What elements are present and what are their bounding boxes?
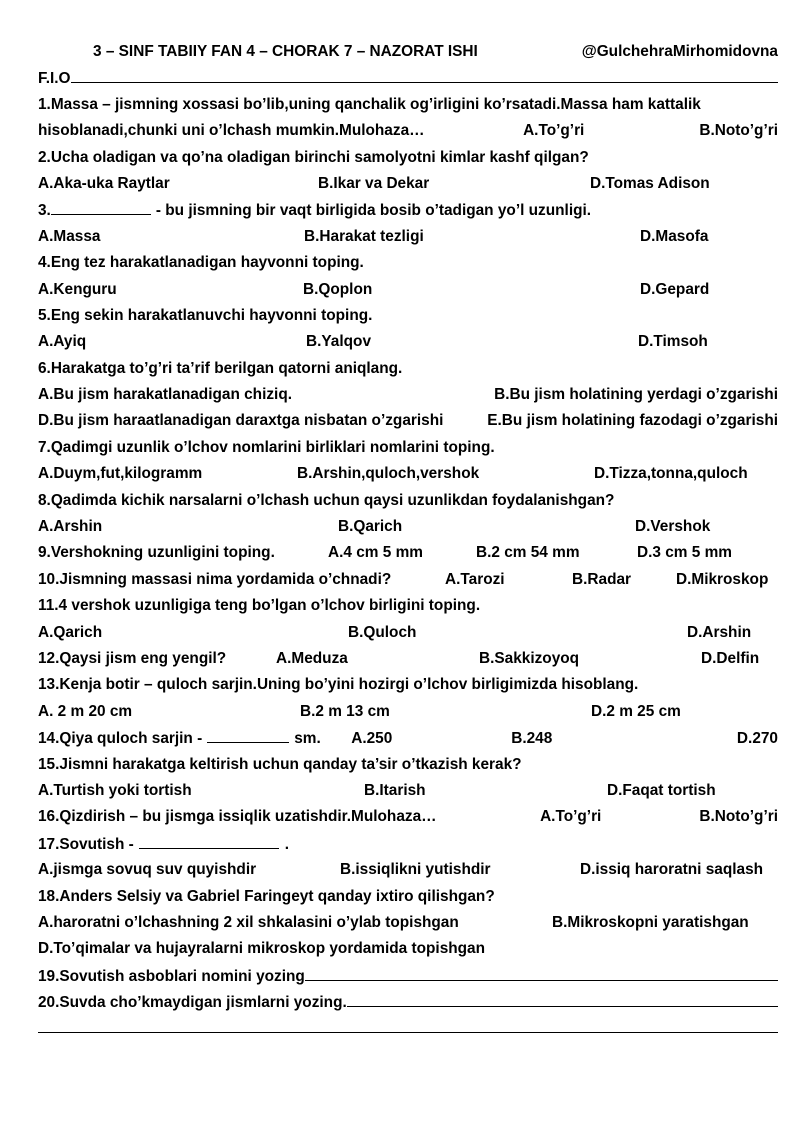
question-text: 18.Anders Selsiy va Gabriel Faringeyt qanday ixtiro qilishgan? (38, 887, 495, 905)
question-text: 20.Suvda cho’kmaydigan jismlarni yozing. (38, 994, 347, 1012)
option-a[interactable]: A.Massa (38, 227, 101, 245)
option-e[interactable]: E.Bu jism holatining fazodagi o’zgarishi (487, 412, 778, 430)
question-2-options (38, 171, 778, 197)
option-b[interactable]: B.2 cm 54 mm (476, 544, 580, 562)
sentence-end: . (284, 835, 290, 853)
question-11-options (38, 620, 778, 646)
question-text: 8.Qadimda kichik narsalarni o’lchash uchun qaysi uzunlikdan foydalanishgan? (38, 491, 615, 509)
option-a[interactable]: A.To’g’ri (523, 122, 585, 140)
option-d[interactable]: D.To’qimalar va hujayralarni mikroskop yordamida topishgan (38, 940, 486, 958)
question-text: hisoblanadi,chunki uni o’lchash mumkin.Mulohaza… (38, 122, 425, 140)
option-b[interactable]: B.Bu jism holatining yerdagi o’zgarishi (494, 386, 778, 404)
question-4 (38, 250, 778, 276)
question-text: 2.Ucha oladigan va qo’na oladigan birinchi samolyotni kimlar kashf qilgan? (38, 148, 589, 166)
question-12 (38, 646, 778, 672)
question-text: 13.Kenja botir – quloch sarjin.Uning bo’yini hozirgi o’lchov birligimizda hisoblang. (38, 676, 639, 694)
question-20-extra-line (38, 1015, 778, 1041)
option-a[interactable]: A.Turtish yoki tortish (38, 781, 192, 799)
question-1 (38, 92, 778, 118)
option-b[interactable]: B.248 (511, 730, 553, 748)
option-b[interactable]: B.Arshin,quloch,vershok (297, 465, 480, 483)
unit-label: sm. (294, 730, 321, 748)
option-a[interactable]: A.Tarozi (445, 570, 505, 588)
author-handle: @GulchehraMirhomidovna (581, 43, 778, 60)
question-17-options (38, 857, 778, 883)
answer-line[interactable] (38, 1015, 778, 1033)
option-a[interactable]: A.haroratni o’lchashning 2 xil shkalasini o’ylab topishgan (38, 913, 459, 931)
option-b[interactable]: B.2 m 13 cm (300, 702, 390, 720)
question-3 (38, 197, 778, 223)
answer-blank[interactable] (207, 725, 289, 743)
option-d[interactable]: D.Vershok (635, 518, 711, 536)
question-text: 7.Qadimgi uzunlik o’lchov nomlarini birliklari nomlarini toping. (38, 438, 495, 456)
option-b[interactable]: B.Noto’g’ri (699, 808, 778, 826)
question-number: 3. (38, 202, 51, 220)
option-a[interactable]: A. 2 m 20 cm (38, 702, 133, 720)
question-text: 17.Sovutish - (38, 835, 134, 853)
question-13-options (38, 699, 778, 725)
question-5 (38, 303, 778, 329)
question-text: 9.Vershokning uzunligini toping. (38, 544, 275, 562)
option-a[interactable]: A.Meduza (276, 649, 348, 667)
option-b[interactable]: B.Sakkizoyoq (479, 649, 580, 667)
question-15-options (38, 778, 778, 804)
question-8-options (38, 514, 778, 540)
question-3-options (38, 224, 778, 250)
question-7 (38, 435, 778, 461)
option-b[interactable]: B.Noto’g’ri (699, 122, 778, 140)
option-a[interactable]: A.Bu jism harakatlanadigan chiziq. (38, 386, 293, 404)
option-a[interactable]: A.4 cm 5 mm (328, 544, 423, 562)
question-text: 1.Massa – jismning xossasi bo’lib,uning qanchalik og’irligini ko’rsatadi.Massa ham kattalik (38, 95, 701, 113)
question-text: 16.Qizdirish – bu jismga issiqlik uzatishdir.Mulohaza… (38, 808, 437, 826)
option-b[interactable]: B.Quloch (348, 623, 417, 641)
option-d[interactable]: D.Masofa (640, 227, 709, 245)
option-a[interactable]: A.To’g’ri (540, 808, 602, 826)
question-18 (38, 884, 778, 910)
question-11 (38, 593, 778, 619)
question-17 (38, 831, 778, 857)
question-text: 4.Eng tez harakatlanadigan hayvonni toping. (38, 254, 364, 272)
question-text: 12.Qaysi jism eng yengil? (38, 649, 227, 667)
option-b[interactable]: B.Harakat tezligi (304, 227, 424, 245)
option-d[interactable]: D.Mikroskop (676, 570, 769, 588)
option-d[interactable]: D.270 (736, 730, 778, 748)
option-b[interactable]: B.Ikar va Dekar (318, 174, 430, 192)
question-text: 6.Harakatga to’g’ri ta’rif berilgan qatorni aniqlang. (38, 359, 403, 377)
option-d[interactable]: D.3 cm 5 mm (637, 544, 732, 562)
option-a[interactable]: A.Kenguru (38, 280, 117, 298)
option-d[interactable]: D.Timsoh (638, 333, 708, 351)
option-b[interactable]: B.Qoplon (303, 280, 373, 298)
question-6-options-1 (38, 382, 778, 408)
option-a[interactable]: A.Ayiq (38, 333, 87, 351)
option-d[interactable]: D.Delfin (701, 649, 760, 667)
question-2 (38, 145, 778, 171)
answer-blank[interactable] (139, 831, 279, 849)
question-7-options (38, 461, 778, 487)
question-text: 5.Eng sekin harakatlanuvchi hayvonni toping. (38, 306, 373, 324)
question-8 (38, 488, 778, 514)
question-9 (38, 540, 778, 566)
question-16 (38, 804, 778, 830)
question-text: - bu jismning bir vaqt birligida bosib o’tadigan yo’l uzunligi. (155, 202, 592, 220)
option-a[interactable]: A.250 (351, 730, 393, 748)
question-15 (38, 752, 778, 778)
test-sheet (38, 39, 778, 1042)
question-19 (38, 963, 778, 989)
option-d[interactable]: D.Gepard (640, 280, 710, 298)
question-6-options-2 (38, 408, 778, 434)
question-13 (38, 672, 778, 698)
option-b[interactable]: B.Yalqov (306, 333, 372, 351)
answer-line[interactable] (305, 963, 778, 981)
option-d[interactable]: D.Tizza,tonna,quloch (594, 465, 748, 483)
option-b[interactable]: B.Qarich (338, 518, 403, 536)
option-a[interactable]: A.Arshin (38, 518, 103, 536)
question-20 (38, 989, 778, 1015)
page-title: 3 – SINF TABIIY FAN 4 – CHORAK 7 – NAZORAT ISHI (93, 43, 478, 60)
question-18-options-2 (38, 936, 778, 962)
option-b[interactable]: B.Itarish (364, 781, 426, 799)
option-d[interactable]: D.Tomas Adison (590, 174, 710, 192)
option-a[interactable]: A.Qarich (38, 623, 103, 641)
answer-blank[interactable] (51, 197, 151, 215)
question-6 (38, 356, 778, 382)
question-18-options-1 (38, 910, 778, 936)
option-a[interactable]: A.Aka-uka Raytlar (38, 174, 170, 192)
option-b[interactable]: B.Radar (572, 570, 632, 588)
question-5-options (38, 329, 778, 355)
option-d[interactable]: D.Faqat tortish (607, 781, 716, 799)
question-text: 11.4 vershok uzunligiga teng bo’lgan o’lchov birligini toping. (38, 597, 481, 615)
question-10 (38, 567, 778, 593)
option-d[interactable]: D.Arshin (687, 623, 752, 641)
header (38, 39, 778, 65)
option-a[interactable]: A.jismga sovuq suv quyishdir (38, 861, 257, 879)
answer-line[interactable] (347, 989, 778, 1007)
question-text: 19.Sovutish asboblari nomini yozing (38, 967, 305, 985)
option-b[interactable]: B.Mikroskopni yaratishgan (552, 913, 749, 931)
option-d[interactable]: D.Bu jism haraatlanadigan daraxtga nisbatan o’zgarishi (38, 412, 444, 430)
question-14 (38, 725, 778, 751)
option-b[interactable]: B.issiqlikni yutishdir (340, 861, 491, 879)
question-text: 10.Jismning massasi nima yordamida o’chnadi? (38, 570, 392, 588)
question-text: 15.Jismni harakatga keltirish uchun qanday ta’sir o’tkazish kerak? (38, 755, 522, 773)
option-d[interactable]: D.2 m 25 cm (591, 702, 681, 720)
name-row (38, 65, 778, 91)
name-field[interactable] (71, 65, 779, 83)
question-text: 14.Qiya quloch sarjin - (38, 730, 203, 748)
option-d[interactable]: D.issiq haroratni saqlash (580, 861, 764, 879)
question-1-options (38, 118, 778, 144)
question-4-options (38, 277, 778, 303)
option-a[interactable]: A.Duym,fut,kilogramm (38, 465, 203, 483)
name-label: F.I.O (38, 70, 71, 88)
